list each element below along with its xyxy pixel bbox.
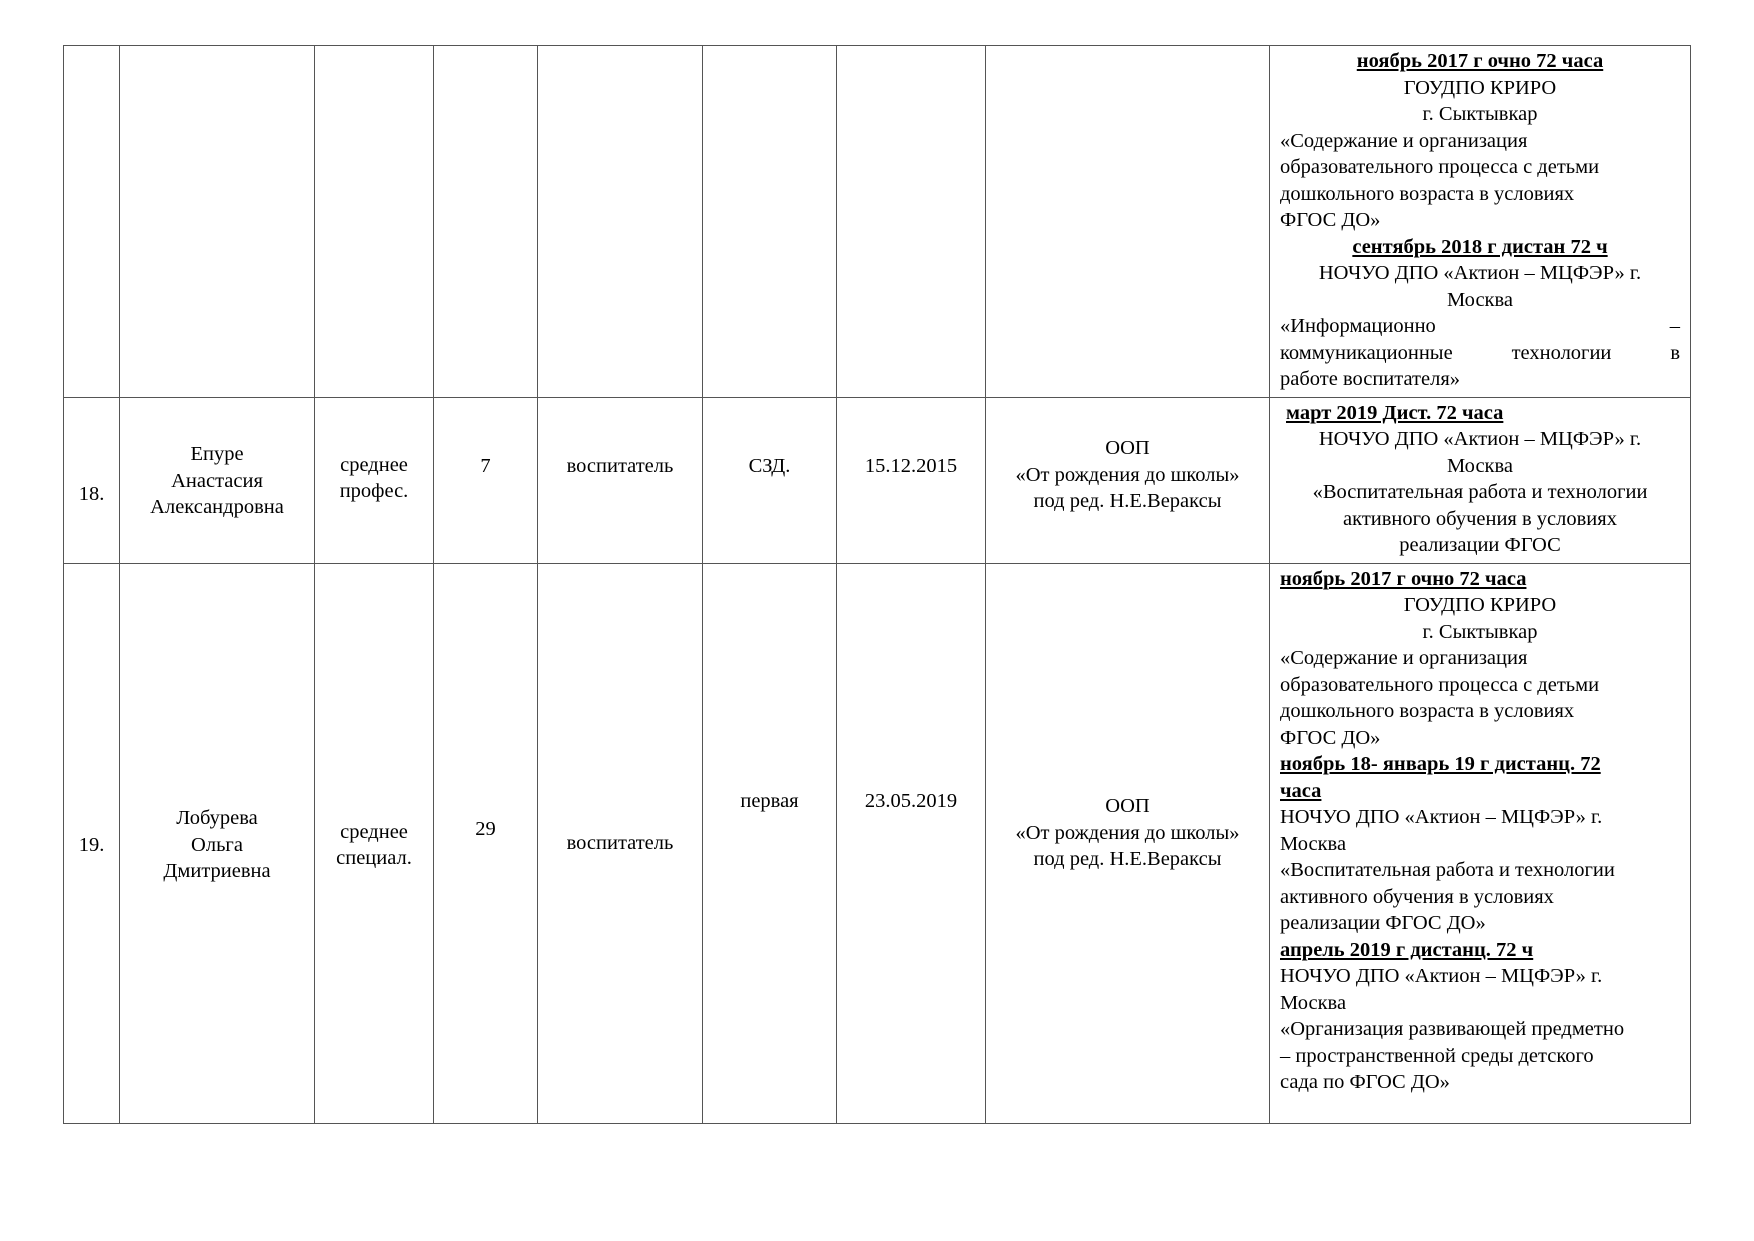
program-line: «От рождения до школы»	[1015, 821, 1240, 844]
cell-experience: 29	[434, 563, 538, 1123]
staff-table	[63, 45, 1691, 1124]
cell-number: 18.	[64, 397, 120, 563]
cell-name	[120, 46, 315, 398]
table-row	[64, 563, 1691, 1123]
cell-number	[64, 46, 120, 398]
course-title-line: образовательного процесса с детьми	[1280, 673, 1600, 696]
cell-program	[986, 563, 1270, 1123]
course-title-line: активного обучения в условиях	[1280, 885, 1554, 908]
course-title-line: сада по ФГОС ДО»	[1280, 1071, 1450, 1093]
name-line: Лобурева	[176, 807, 258, 830]
course-title-line: ФГОС ДО»	[1280, 726, 1381, 749]
course-city: Москва	[1446, 288, 1514, 311]
course-heading: часа	[1280, 779, 1322, 802]
name-line: Епуре	[190, 443, 244, 466]
course-title-line: – пространственной среды детского	[1280, 1044, 1594, 1067]
course-heading: ноябрь 2017 г очно 72 часа	[1356, 50, 1604, 72]
cell-name	[120, 563, 315, 1123]
education-line: специал.	[336, 847, 412, 869]
course-city: Москва	[1446, 454, 1514, 477]
name-line: Анастасия	[171, 469, 263, 492]
cell-program	[986, 46, 1270, 398]
course-title-line: образовательного процесса с детьми	[1280, 156, 1600, 178]
program-line: под ред. Н.Е.Вераксы	[1033, 848, 1222, 871]
cell-category: СЗД.	[703, 397, 837, 563]
education-line: среднее	[340, 820, 408, 843]
program-line: под ред. Н.Е.Вераксы	[1033, 490, 1222, 513]
cell-name	[120, 397, 315, 563]
cell-date: 23.05.2019	[837, 563, 986, 1123]
course-title-line: «Содержание и организация	[1280, 129, 1528, 152]
table-row	[64, 397, 1691, 563]
education-line: среднее	[340, 453, 408, 476]
course-organization: НОЧУО ДПО «Актион – МЦФЭР» г.	[1280, 965, 1603, 987]
cell-experience: 7	[434, 397, 538, 563]
course-title-line: ФГОС ДО»	[1280, 209, 1381, 231]
course-title-line: «Воспитательная работа и технологии	[1312, 481, 1648, 503]
course-title-line: коммуникационные технологии в	[1280, 341, 1680, 364]
program-line: ООП	[1105, 795, 1150, 818]
course-title-line: дошкольного возраста в условиях	[1280, 182, 1575, 205]
course-heading: ноябрь 2017 г очно 72 часа	[1280, 567, 1527, 590]
cell-courses	[1270, 397, 1691, 563]
cell-program	[986, 397, 1270, 563]
cell-experience	[434, 46, 538, 398]
cell-education	[315, 397, 434, 563]
course-organization: НОЧУО ДПО «Актион – МЦФЭР» г.	[1280, 806, 1603, 828]
course-city: г. Сыктывкар	[1422, 620, 1538, 643]
course-heading: апрель 2019 г дистанц. 72 ч	[1280, 938, 1534, 961]
course-title-line: «Содержание и организация	[1280, 647, 1528, 669]
cell-category	[703, 46, 837, 398]
course-title-line: реализации ФГОС ДО»	[1280, 912, 1486, 934]
cell-date	[837, 46, 986, 398]
cell-position: воспитатель	[538, 397, 703, 563]
name-line: Ольга	[191, 833, 243, 856]
name-line: Дмитриевна	[163, 860, 271, 883]
cell-education	[315, 563, 434, 1123]
course-heading: март 2019 Дист. 72 часа	[1286, 401, 1504, 424]
course-city: Москва	[1280, 832, 1347, 855]
cell-date: 15.12.2015	[837, 397, 986, 563]
cell-number: 19.	[64, 563, 120, 1123]
course-title-line: дошкольного возраста в условиях	[1280, 700, 1575, 722]
course-title-line: «Организация развивающей предметно	[1280, 1018, 1625, 1040]
cell-courses	[1270, 46, 1691, 398]
education-line: профес.	[339, 480, 409, 502]
program-line: ООП	[1105, 437, 1150, 460]
course-organization: НОЧУО ДПО «Актион – МЦФЭР» г.	[1318, 428, 1642, 450]
course-organization: ГОУДПО КРИРО	[1403, 76, 1557, 99]
course-organization: ГОУДПО КРИРО	[1403, 594, 1557, 616]
name-line: Александровна	[150, 496, 284, 519]
course-heading: сентябрь 2018 г дистан 72 ч	[1352, 235, 1608, 258]
course-city: Москва	[1280, 991, 1347, 1014]
course-title-line: «Воспитательная работа и технологии	[1280, 859, 1615, 881]
cell-courses	[1270, 563, 1691, 1123]
course-city: г. Сыктывкар	[1422, 103, 1538, 125]
table-row	[64, 46, 1691, 398]
course-title-line: «Информационно –	[1280, 315, 1680, 337]
course-title-line: работе воспитателя»	[1280, 368, 1461, 390]
course-title-line: реализации ФГОС	[1399, 534, 1561, 556]
course-heading: ноябрь 18- январь 19 г дистанц. 72	[1280, 753, 1601, 775]
program-line: «От рождения до школы»	[1015, 463, 1240, 486]
cell-position: воспитатель	[538, 563, 703, 1123]
course-title-line: активного обучения в условиях	[1343, 507, 1617, 530]
cell-category: первая	[703, 563, 837, 1123]
course-organization: НОЧУО ДПО «Актион – МЦФЭР» г.	[1318, 262, 1642, 284]
cell-position	[538, 46, 703, 398]
cell-education	[315, 46, 434, 398]
